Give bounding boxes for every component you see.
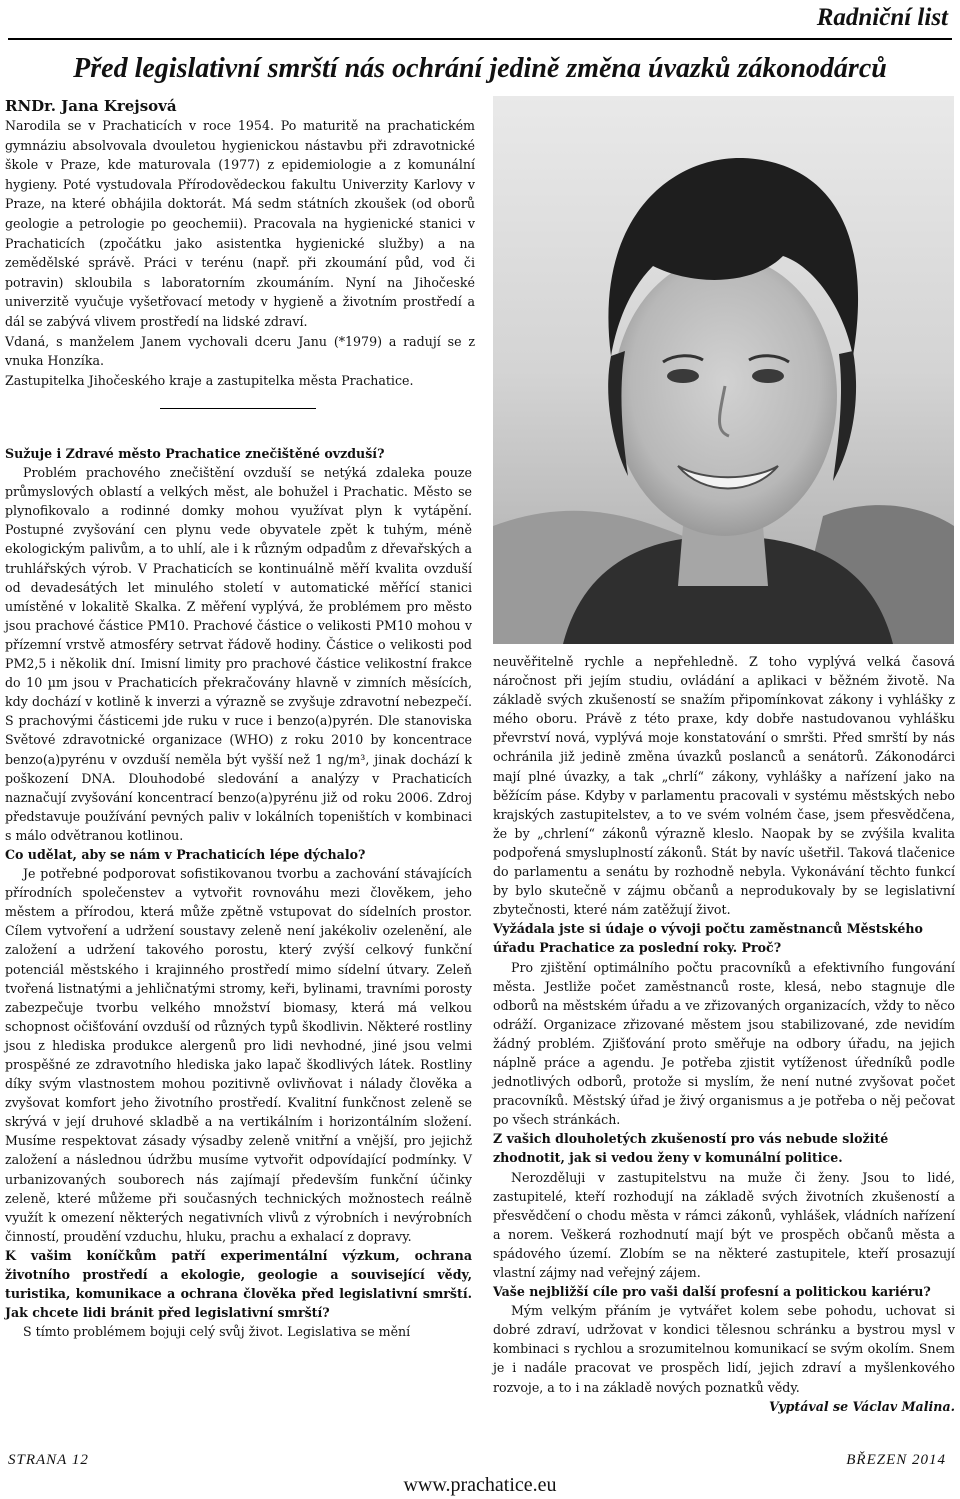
bio-paragraph: Vdaná, s manželem Janem vychovali dceru Janu (*1979) a radují se z vnuka Honzíka.: [5, 333, 475, 369]
portrait-photo-icon: [493, 96, 954, 644]
bio-name: RNDr. Jana Krejsová: [5, 97, 177, 115]
issue-date: BŘEZEN 2014: [846, 1452, 946, 1468]
article-headline: Před legislativní smrští nás ochrání jedině změna úvazků zákonodárců: [73, 53, 887, 84]
bio-paragraph: Narodila se v Prachaticích v roce 1954. Po maturitě na prachatickém gymnáziu absolvovala dvouletou hygienickou nástavbu při zdravotnické škole v Praze, kde maturovala (1977) z epidemiologie a z komunální hygieny. Poté vystudovala Přírodovědeckou fakultu Univerzity Karlovy v Praze, na které obhájila doktorát. Má sedm státních zkoušek (od oborů geologie a petrologie po geochemii). Pracovala na hygienické stanici v Prachaticích (zpočátku jako asistentka hygienické služby) a na zemědělské správě. Práci v terénu (např. při zkoumání půd, vod či potravin) skloubila s laboratorním zkoumáním. Nyní na Jihočeské univerzitě vyučuje vyšetřovací metody v hygieně a životním prostředí a dál se zabývá vlivem prostředí na lidské zdraví.: [5, 118, 475, 329]
section-divider: [160, 408, 316, 409]
interview-answer: Nerozděluji v zastupitelstvu na muže či ženy. Jsou to lidé, zastupitelé, kteří rozhodují na základě svých životních zkušeností a přesvědčení o chodu města v rámci zákonů, vyhlášek, vládních nařízení a norem. Veškerá rozhodnutí mají být ve prospěch občanů města a spádového území. Zlobím se na některé zastupitele, kteří prosazují vlastní zájmy nad veřejný zájem.: [493, 1169, 955, 1280]
left-column: [5, 444, 472, 1341]
interview-question: Z vašich dlouholetých zkušeností pro vás nebude složité zhodnotit, jak si vedou ženy v komunální politice.: [493, 1131, 889, 1166]
interview-answer: Problém prachového znečištění ovzduší se netýká zdaleka pouze průmyslových oblastí a velkých měst, ale bohužel i Prachatic. Město se plynofikovalo a rodinné domky mohou využívat plyn k vytápění. Postupné zvyšování cen plynu vede obyvatele zpět k tuhým, méně ekologickým palivům, a to uhlí, ale i k různým odpadům z dřevařských a truhlářských výrob. V Prachaticích se kontinuálně měří kvalita ovzduší od devadesátých let minulého století v automatické měřící stanici umístěné v lokalitě Skalka. Z měření vyplývá, že problémem pro město jsou prachové částice PM10. Prachové částice o velikosti PM10 mohou v přízemní vrstvě atmosféry setrvat řádově hodiny. Částice o velikosti pod PM2,5 i několik dní. Imisní limity pro prachové částice velikostní frakce do 10 µm jsou v Prachaticích překračovány hlavně v zimních měsících, kdy dochází v kotlině k inverzi a výrazně se zvyšuje zdravotní nebezpečí. S prachovými částicemi jde ruku v ruce i benzo(a)pyrén. Dle stanoviska Světové zdravotnické organizace (WHO) z roku 2010 by koncentrace benzo(a)pyrénu v ovzduší neměla být vyšší než 1 ng/m³, jinak dochází k poškození DNA. Dlouhodobé sledování a analýzy v Prachaticích naznačují zvyšování koncentrací benzo(a)pyrénu již od roku 2006. Zdroj představuje používání pevných paliv v lokálních topeništích v kombinaci s málo odvětranou kotlinou.: [5, 465, 472, 843]
interview-question: K vašim koníčkům patří experimentální výzkum, ochrana životního prostředí a ekologie, geologie a související vědy, turistika, komunikace a ochrana člověka před legislativní smrští. Jak chcete lidi bránit před legislativní smrští?: [5, 1247, 472, 1321]
page-number: STRANA 12: [8, 1452, 89, 1468]
interview-question: Sužuje i Zdravé město Prachatice znečištěné ovzduší?: [5, 446, 385, 461]
interview-answer: neuvěřitelně rychle a nepřehledně. Z toho vyplývá velká časová náročnost při jejím studiu, ovládání a aplikaci v běžném životě. Na základě svých zkušeností se snažím připomínkovat zákony i vyhlášky z mého oboru. Právě z této praxe, kdy dobře nastudovanou vyhlášku převrství nová, vyplývá moje konstatování o smršti. Před smrští by nás ochránila již jedině změna úvazků poslanců a senátorů. Zákonodárci mají plné úvazky, a tak „chrlí“ zákony, vyhlášky a nařízení jako na běžícím páse. Kdyby v parlamentu pracovali v systému městských nebo krajských zastupitelstev, a to ve svém volném čase, jsem přesvědčena, že by „chrlení“ zákonů výrazně kleslo. Naopak by se zvýšila kvalita podpořená smysluplností zákonů. Stát by navíc ušetřil. Taková tlačenice do parlamentu a senátu by rozhodně nebyla. Vykonávání těchto funkcí by bylo skutečně v zájmu občanů a neprodukovaly by se legislativní zbytečnosti, které nám zatěžují život.: [493, 654, 955, 918]
website-link[interactable]: www.prachatice.eu: [403, 1474, 557, 1496]
header-rule: [8, 38, 952, 40]
interview-answer: Je potřebné podporovat sofistikovanou tvorbu a zachování stávajících přírodních společenstev a vytvořit rovnováhu mezi člověkem, jeho městem a přírodou, která může zpětně vstupovat do sídelních prostor. Cílem vytvoření a udržení soustavy zeleně není jakékoliv ozelenění, ale založení a udržení takového porostu, který zvýší celkový funkční potenciál městského i krajinného prostředí mimo sídelní útvary. Zeleň tvořená listnatými a jehličnatými stromy, keři, bylinami, travními porosty zabezpečuje tvorbu velkého množství biomasy, která má velkou schopnost očišťování ovzduší od různých typů škodlivin. Některé rostliny jsou z hlediska produkce alergenů pro lidi nevhodné, jiné jsou velmi prospěšné ze zdravotního hlediska jako lapač škodlivých látek. Rostliny díky svým vlastnostem mohou pozitivně ovlivňovat i nálady člověka a zvyšovat komfort jeho životního prostředí. Kvalitní funkčnost zeleně se skrývá v její druhové skladbě a na vertikálním i horizontálním složení. Musíme respektovat zásady výsadby zeleně vnitřní a vnější, pro jejichž založení a následnou údržbu musíme vytvořit odpovídající podmínky. V urbanizovaných souborech nás zajímají především funkční účinky zeleně, které můžeme při současných technických možnostech reálně využít k omezení některých negativních vlivů z výrobních i nevýrobních činností, proudění vzduchu, hluku, prachu a exhalací z dopravy.: [5, 866, 472, 1244]
interview-answer: Pro zjištění optimálního počtu pracovníků a efektivního fungování města. Jestliže počet zaměstnanců roste, klesá, nebo stagnuje dle odborů na městském úřadu a ve zřizovaných organizacích, vždy to něco odráží. Organizace zřizované městem jsou stabilizované, zde nevidím žádný problém. Zjišťování proto směřuje na odbory úřadu, na jejich náplně práce a agendu. Je potřeba zjistit vytíženost úředníků podle jednotlivých odborů, protože si myslím, že není nutné zvyšovat počet pracovníků. Městský úřad je živý organismus a je potřeba o něj pečovat po všech stránkách.: [493, 959, 955, 1128]
interview-question: Vyžádala jste si údaje o vývoji počtu zaměstnanců Městského úřadu Prachatice za poslední roky. Proč?: [493, 921, 923, 956]
bio-box: [5, 96, 475, 390]
interview-answer: Mým velkým přáním je vytvářet kolem sebe pohodu, uchovat si dobré zdraví, udržovat v kondici tělesnou schránku a bystrou mysl v kombinaci s rychlou a srozumitelnou komunikací se svým okolím. Snem je i nadále pracovat ve prospěch lidí, jejich zdraví a myšlenkového rozvoje, a to i na základě nových poznatků vědy.: [493, 1303, 955, 1395]
right-column: [493, 652, 955, 1416]
masthead-title: Radniční list: [816, 4, 948, 31]
interview-question: Co udělat, aby se nám v Prachaticích lépe dýchalo?: [5, 846, 366, 862]
author-signature: Vyptával se Václav Malina.: [769, 1398, 955, 1414]
portrait-photo: [493, 96, 954, 644]
interview-question: Vaše nejbližší cíle pro vaši další profesní a politickou kariéru?: [493, 1284, 931, 1300]
bio-paragraph: Zastupitelka Jihočeského kraje a zastupitelka města Prachatice.: [5, 372, 414, 388]
interview-answer: S tímto problémem bojuji celý svůj život. Legislativa se mění: [23, 1324, 411, 1340]
